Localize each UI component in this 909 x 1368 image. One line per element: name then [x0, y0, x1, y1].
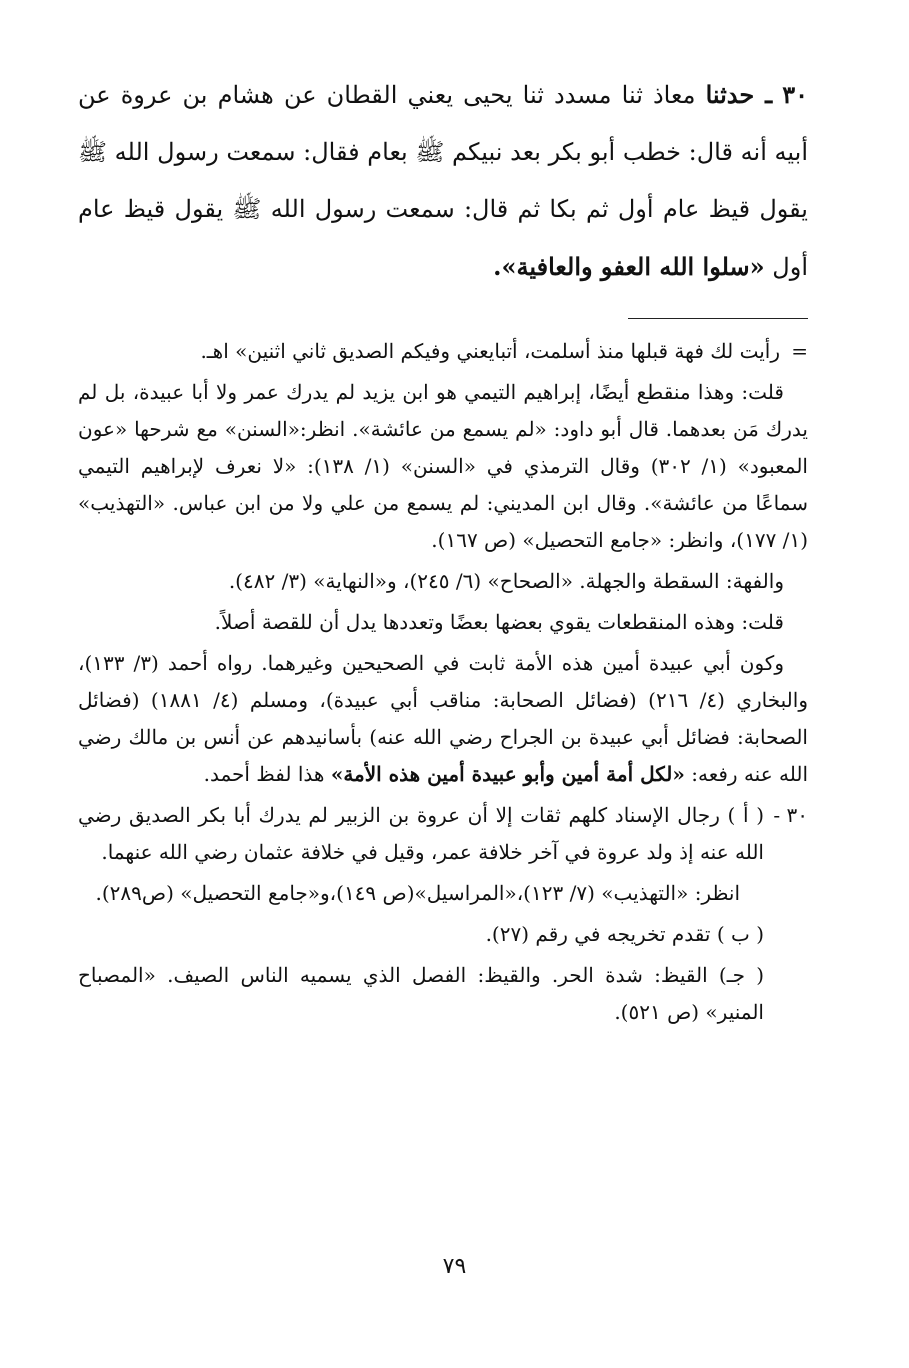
footnote-bold-quote: «لكل أمة أمين وأبو عبيدة أمين هذه الأمة»: [330, 762, 685, 786]
footnote-text: رأيت لك فهة قبلها منذ أسلمت، أتبايعني وفيكم الصديق ثاني اثنين» اهـ.: [200, 339, 780, 363]
footnote-paragraph: قلت: وهذا منقطع أيضًا، إبراهيم التيمي هو ابن يزيد لم يدرك عمر ولا أبا عبيدة، بل لم يدرك مَن بعدهما. قال أبو داود: «لم يسمع من عائشة». انظر:«السنن» مع شرحها «عون المعبود» (١/ ٣٠٢) وقال الترمذي في «السنن» (١/ ١٣٨): «لا نعرف لإبراهيم التيمي سماعًا من عائشة». وقال ابن المديني: لم يسمع من علي ولا من ابن عباس. «التهذيب» (١/ ١٧٧)، وانظر: «جامع التحصيل» (ص ١٦٧).: [78, 380, 808, 552]
hadith-lead: ـ حدثنا: [705, 80, 773, 109]
footnote-paragraph: [78, 645, 808, 793]
main-hadith-text: [78, 66, 808, 296]
footnote-number: ٣٠ -: [773, 803, 808, 827]
footnote-30-refs: انظر: «التهذيب» (٧/ ١٢٣)،«المراسيل»(ص ١٤٩)،و«جامع التحصيل» (ص٢٨٩).: [95, 881, 740, 905]
footnote-text: وكون أبي عبيدة أمين هذه الأمة ثابت في الصحيحين وغيرهما. رواه أحمد (٣/ ١٣٣)، والبخاري (٤/ ٢١٦) (فضائل الصحابة: مناقب أبي عبيدة)، ومسلم (٤/ ١٨٨١) (فضائل الصحابة: فضائل أبي عبيدة بن الجراح رضي الله عنه) بأسانيدهم عن أنس بن مالك رضي الله عنه رفعه:: [78, 651, 808, 786]
footnote-30: [78, 797, 808, 1031]
footnote-paragraph: قلت: وهذه المنقطعات يقوي بعضها بعضًا وتعددها يدل أن للقصة أصلاً.: [214, 610, 784, 634]
footnote-paragraph: والفهة: السقطة والجهلة. «الصحاح» (٦/ ٢٤٥)، و«النهاية» (٣/ ٤٨٢).: [228, 569, 784, 593]
continuation-marker: =: [791, 339, 808, 363]
footnote-text: هذا لفظ أحمد.: [203, 762, 331, 786]
footnote-separator: [628, 318, 808, 319]
footnote-30-c: ( جـ) القيظ: شدة الحر. والقيظ: الفصل الذي يسميه الناس الصيف. «المصباح المنير» (ص ٥٢١).: [78, 963, 764, 1024]
footnote-30-a: [78, 797, 808, 871]
footnotes: [78, 333, 808, 1031]
hadith-body: معاذ ثنا مسدد ثنا يحيى يعني القطان عن هشام بن عروة عن أبيه أنه قال: خطب أبو بكر بعد نبيكم ﷺ بعام فقال: سمعت رسول الله ﷺ يقول قيظ عام أول ثم بكا ثم قال: سمعت رسول الله ﷺ يقول قيظ عام أول: [78, 81, 808, 281]
hadith-number: ٣٠: [782, 80, 809, 109]
page-number: ٧٩: [442, 1254, 467, 1279]
footnote-30-b: ( ب ) تقدم تخريجه في رقم (٢٧).: [485, 922, 764, 946]
footnote-text: ( أ ) رجال الإسناد كلهم ثقات إلا أن عروة بن الزبير لم يدرك أبا بكر الصديق رضي الله عنه إذ ولد عروة في آخر خلافة عمر، وقيل في خلافة عثمان رضي الله عنهما.: [78, 803, 764, 864]
page-body: [78, 66, 808, 1035]
footnote-continued-line: [78, 333, 808, 370]
hadith-quote: «سلوا الله العفو والعافية».: [493, 252, 765, 281]
